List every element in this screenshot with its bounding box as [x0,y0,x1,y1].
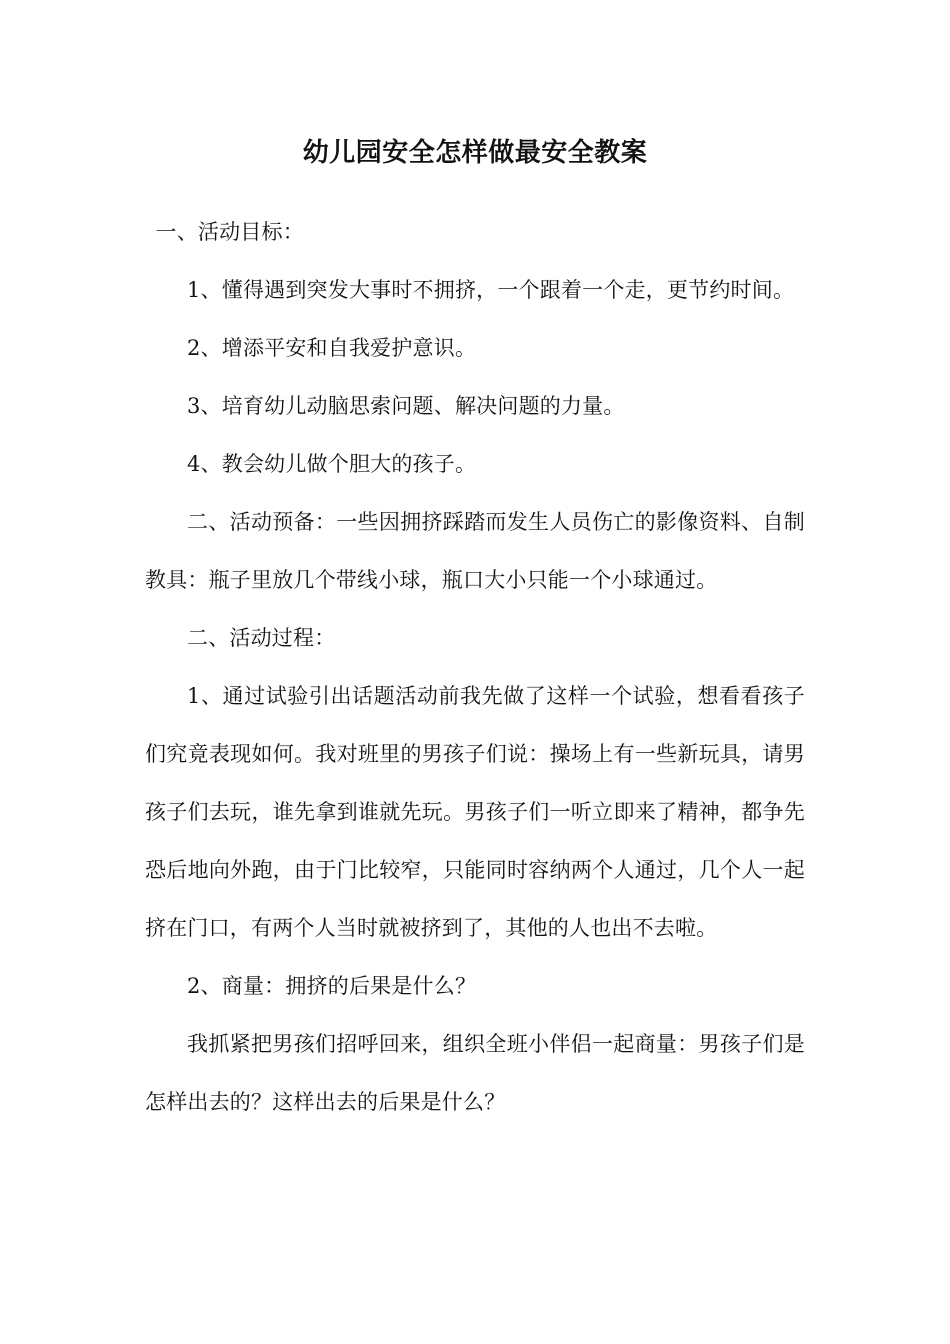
section-heading-process: 二、活动过程： [187,626,336,650]
section-heading-goals: 一、活动目标： [155,220,304,244]
paragraph-preparation: 二、活动预备：一些因拥挤踩踏而发生人员伤亡的影像资料、自制教具：瓶子里放几个带线小球，瓶口大小只能一个小球通过。 [145,510,805,592]
paragraph-goal-3: 3、培育幼儿动脑思索问题、解决问题的力量。 [187,394,625,418]
document-body [145,203,805,1131]
paragraph-goal-1: 1、懂得遇到突发大事时不拥挤，一个跟着一个走，更节约时间。 [187,278,795,302]
paragraph-goal-2: 2、增添平安和自我爱护意识。 [187,336,477,360]
paragraph-goal-4: 4、教会幼儿做个胆大的孩子。 [187,452,477,476]
document-title: 幼儿园安全怎样做最安全教案 [302,138,648,168]
paragraph-process-1: 1、通过试验引出话题活动前我先做了这样一个试验，想看看孩子们究竟表现如何。我对班里的男孩子们说：操场上有一些新玩具，请男孩子们去玩，谁先拿到谁就先玩。男孩子们一听立即来了精神，都争先恐后地向外跑，由于门比较窄，只能同时容纳两个人通过，几个人一起挤在门口，有两个人当时就被挤到了，其他的人也出不去啦。 [145,684,805,940]
paragraph-process-2: 2、商量：拥挤的后果是什么？ [187,974,477,998]
paragraph-discussion: 我抓紧把男孩们招呼回来，组织全班小伴侣一起商量：男孩子们是怎样出去的？这样出去的后果是什么？ [145,1032,805,1114]
